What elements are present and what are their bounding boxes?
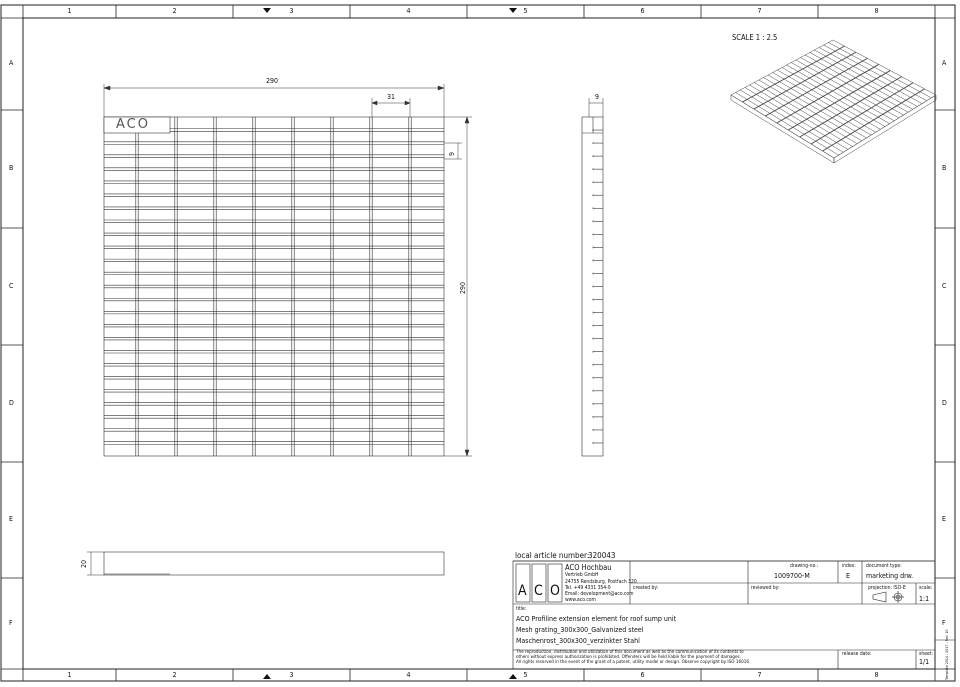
template-note: Template 2014 - 2017 - Rev. 10 [945, 629, 949, 680]
local-article-value: 320043 [588, 551, 616, 560]
zone-row-left-A: A [9, 59, 14, 67]
zone-col-bottom-2: 2 [172, 671, 177, 679]
zone-col-bottom-8: 8 [874, 671, 879, 679]
sheet-value: 1/1 [919, 658, 930, 666]
zone-col-top-7: 7 [757, 7, 762, 15]
zone-row-right-A: A [942, 59, 947, 67]
dim-bar-pitch-text: 9 [448, 151, 456, 156]
dimension-profile-height [87, 552, 104, 575]
zone-row-left-C: C [9, 281, 14, 290]
sheet-label: sheet: [919, 651, 934, 657]
zone-col-bottom-1: 1 [67, 671, 72, 679]
zone-col-top-5: 5 [523, 7, 528, 15]
company-sub: Vertrieb GmbH [565, 572, 599, 578]
isometric-view [731, 40, 936, 163]
company-logo-letter-c: C [534, 583, 543, 599]
title-label: title: [516, 606, 527, 612]
legal-line-2: others without express authorization is prohibited. Offenders will be held liable for the payment of damages. [516, 655, 741, 660]
zone-row-right-D: D [942, 398, 947, 407]
created-by-label: created by: [633, 585, 659, 591]
zone-row-left-E: E [9, 515, 13, 523]
side-view [582, 117, 603, 456]
company-name: ACO Hochbau [565, 563, 612, 572]
drawing-no-label: drawing-no.: [790, 563, 819, 569]
dimension-overall-height [444, 117, 472, 456]
index-label: index: [842, 563, 856, 569]
zone-row-right-B: B [942, 164, 947, 172]
zone-col-bottom-4: 4 [406, 671, 411, 679]
legal-line-3: All rights reserved in the event of the grant of a patent, utility model or design. Observe copyright by ISO 16016 [516, 660, 749, 665]
local-article-label: local article number: [515, 551, 590, 560]
title-line-2: Mesh grating_300x300_Galvanized steel [516, 626, 644, 634]
zone-row-left-F: F [9, 618, 13, 627]
title-line-1: ACO Profiline extension element for roof sump unit [516, 615, 677, 623]
company-logo-letter-o: O [550, 583, 560, 599]
release-date-label: release date: [842, 651, 872, 657]
address-line-1: 24755 Rendsburg, Postfach 320 [565, 579, 637, 585]
front-view-grating [104, 117, 444, 456]
address-line-3: Email: development@aco.com [565, 591, 634, 597]
zone-row-right-C: C [942, 281, 947, 290]
grating-logo-text: ACO [116, 117, 150, 132]
zone-col-top-4: 4 [406, 7, 411, 15]
zone-col-top-6: 6 [640, 7, 645, 15]
projection-symbol [873, 591, 904, 603]
zone-col-bottom-6: 6 [640, 671, 645, 679]
dim-side-thickness-text: 9 [594, 93, 600, 101]
zone-row-left-D: D [9, 398, 14, 407]
legal-line-1: The reproduction, distribution and utilization of this document as well as the communication of its contents to [516, 650, 744, 655]
projection-label: projection: ISO-E [868, 585, 906, 591]
zone-col-bottom-7: 7 [757, 671, 762, 679]
zone-col-top-2: 2 [172, 7, 177, 15]
scale-field-value: 1:1 [919, 595, 930, 603]
dim-overall-width-text: 290 [265, 77, 279, 85]
outer-frame [1, 5, 955, 681]
zone-ticks [1, 5, 955, 681]
reviewed-by-label: reviewed by: [751, 585, 780, 591]
dim-mesh-pitch-text: 31 [386, 93, 396, 101]
scale-field-label: scale: [919, 585, 933, 591]
company-logo-letter-a: A [518, 583, 527, 599]
dim-profile-height-text: 20 [80, 559, 88, 568]
title-line-3: Maschenrost_300x300_verzinkter Stahl [516, 637, 640, 645]
dim-overall-height-text: 290 [459, 281, 467, 294]
zone-row-left-B: B [9, 164, 14, 172]
zone-col-top-3: 3 [289, 7, 294, 15]
index-value: E [846, 572, 850, 580]
zone-col-bottom-5: 5 [523, 671, 528, 679]
zone-col-bottom-3: 3 [289, 671, 294, 679]
bottom-profile-view [104, 552, 444, 575]
centering-marks [263, 8, 517, 679]
scale-label: SCALE 1 : 2.5 [732, 33, 778, 42]
doc-type-value: marketing drw. [866, 572, 914, 580]
zone-row-right-F: F [942, 618, 946, 627]
zone-col-top-1: 1 [67, 7, 72, 15]
address-line-4: www.aco.com [565, 597, 596, 603]
zone-row-right-E: E [942, 515, 946, 523]
address-line-2: Tel. +49 4331 354-0 [565, 585, 611, 591]
zone-col-top-8: 8 [874, 7, 879, 15]
drawing-no-value: 1009700-M [774, 572, 810, 580]
doc-type-label: document type: [866, 563, 902, 569]
